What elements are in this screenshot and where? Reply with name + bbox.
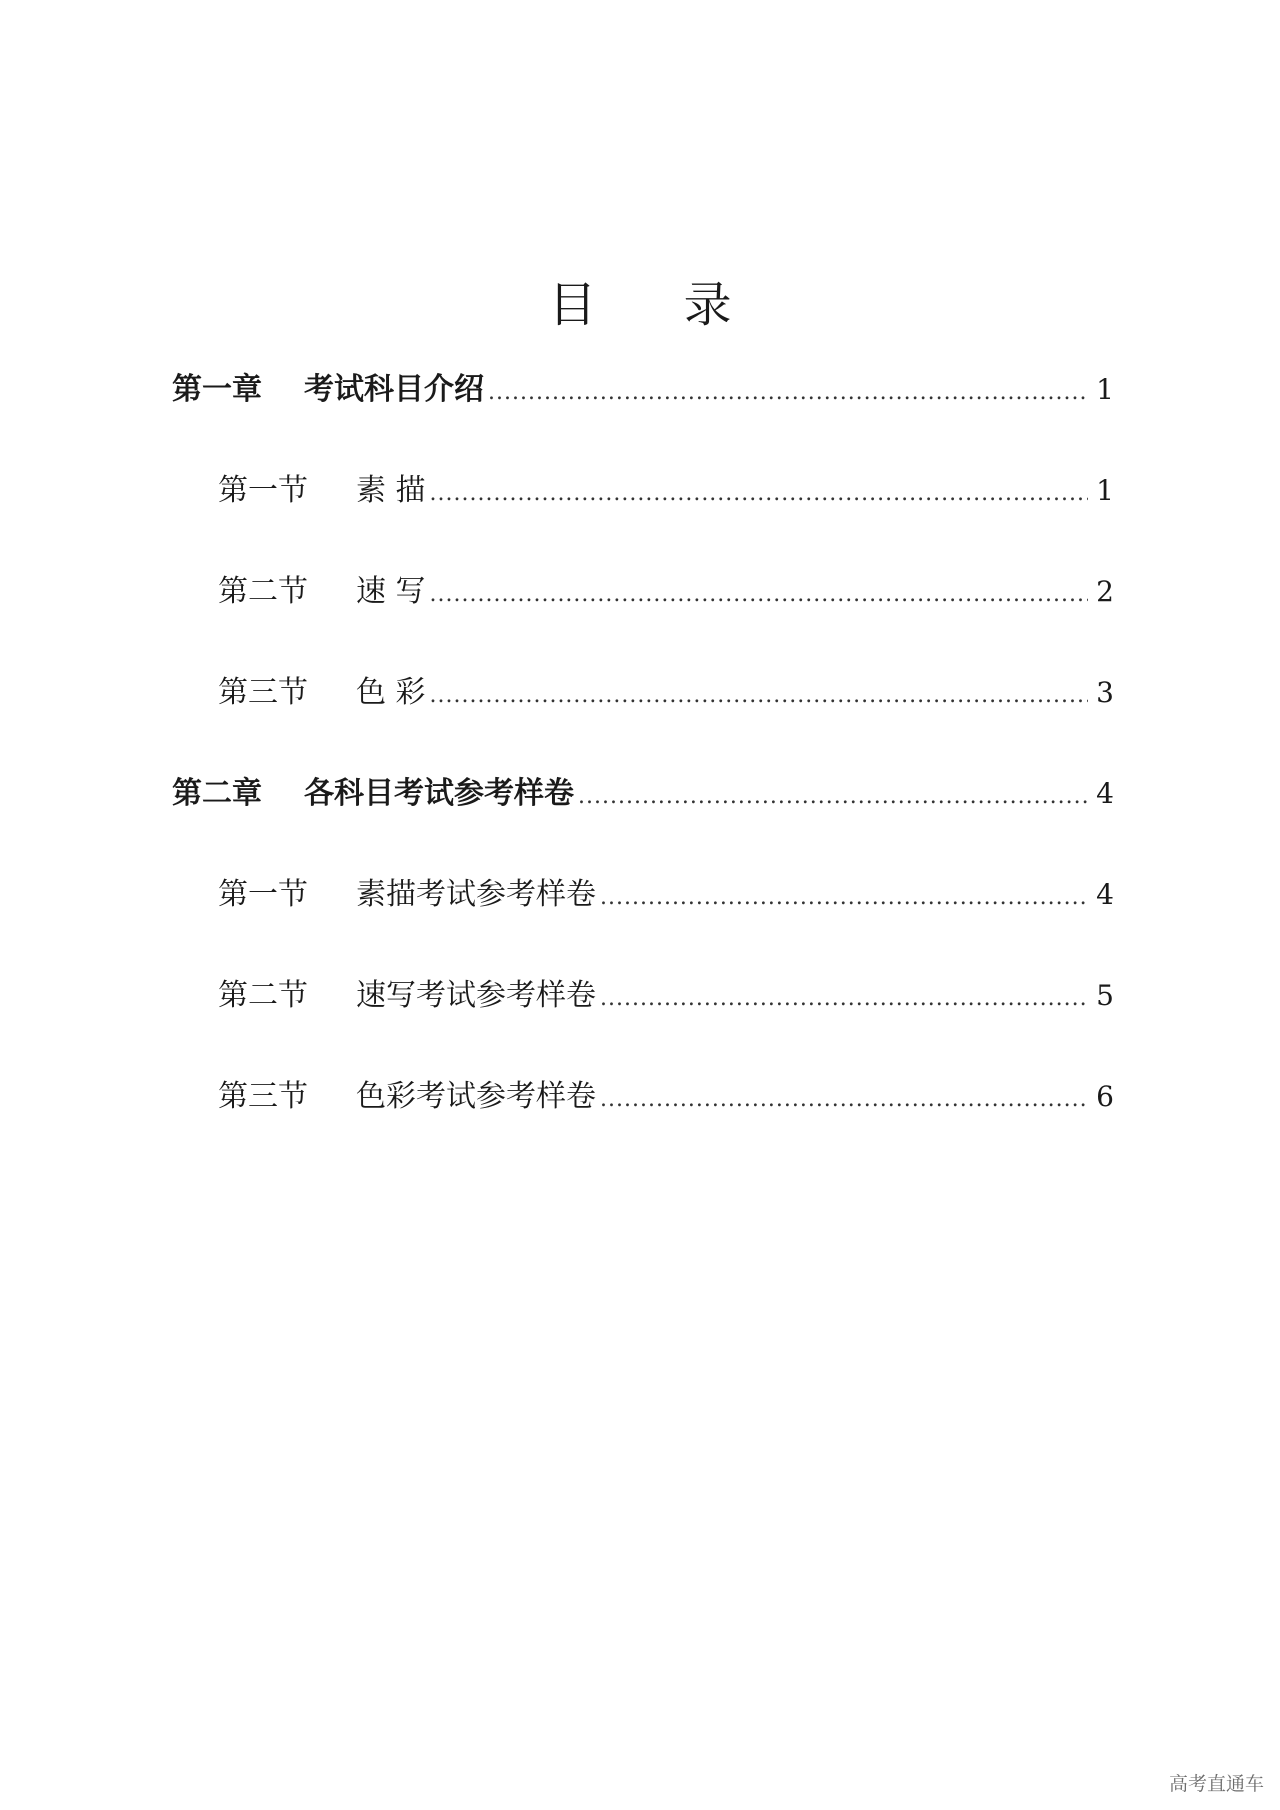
toc-section-entry[interactable] [172, 663, 1114, 764]
dot-leader [430, 565, 1088, 625]
section-number: 第二节 [218, 978, 308, 1013]
page-number: 4 [1096, 777, 1114, 810]
toc-chapter-entry[interactable] [172, 360, 1114, 461]
section-title: 素 描 [356, 473, 426, 508]
page-number: 5 [1096, 979, 1114, 1012]
toc-section-entry[interactable] [172, 865, 1114, 966]
section-title: 速 写 [356, 574, 426, 609]
dot-leader [578, 767, 1088, 827]
dot-leader [600, 1070, 1088, 1130]
toc-list [172, 360, 1114, 1168]
dot-leader [488, 363, 1088, 423]
toc-title: 目 录 [548, 277, 768, 333]
page-number: 1 [1096, 474, 1114, 507]
page-number: 6 [1096, 1080, 1114, 1113]
dot-leader [430, 464, 1088, 524]
dot-leader [600, 868, 1088, 928]
page-number: 2 [1096, 575, 1114, 608]
section-title: 素描考试参考样卷 [356, 877, 596, 912]
chapter-number: 第一章 [172, 372, 262, 407]
section-number: 第一节 [218, 877, 308, 912]
section-number: 第一节 [218, 473, 308, 508]
section-title: 色彩考试参考样卷 [356, 1079, 596, 1114]
dot-leader [430, 666, 1088, 726]
page-number: 4 [1096, 878, 1114, 911]
chapter-title: 各科目考试参考样卷 [304, 776, 574, 811]
chapter-title: 考试科目介绍 [304, 372, 484, 407]
toc-section-entry[interactable] [172, 966, 1114, 1067]
toc-section-entry[interactable] [172, 1067, 1114, 1168]
section-number: 第三节 [218, 675, 308, 710]
section-number: 第二节 [218, 574, 308, 609]
toc-section-entry[interactable] [172, 461, 1114, 562]
section-title: 色 彩 [356, 675, 426, 710]
toc-section-entry[interactable] [172, 562, 1114, 663]
page-number: 3 [1096, 676, 1114, 709]
toc-chapter-entry[interactable] [172, 764, 1114, 865]
page-number: 1 [1096, 373, 1114, 406]
chapter-number: 第二章 [172, 776, 262, 811]
dot-leader [600, 969, 1088, 1029]
watermark-text: 高考直通车 [1168, 1773, 1264, 1795]
section-number: 第三节 [218, 1079, 308, 1114]
section-title: 速写考试参考样卷 [356, 978, 596, 1013]
